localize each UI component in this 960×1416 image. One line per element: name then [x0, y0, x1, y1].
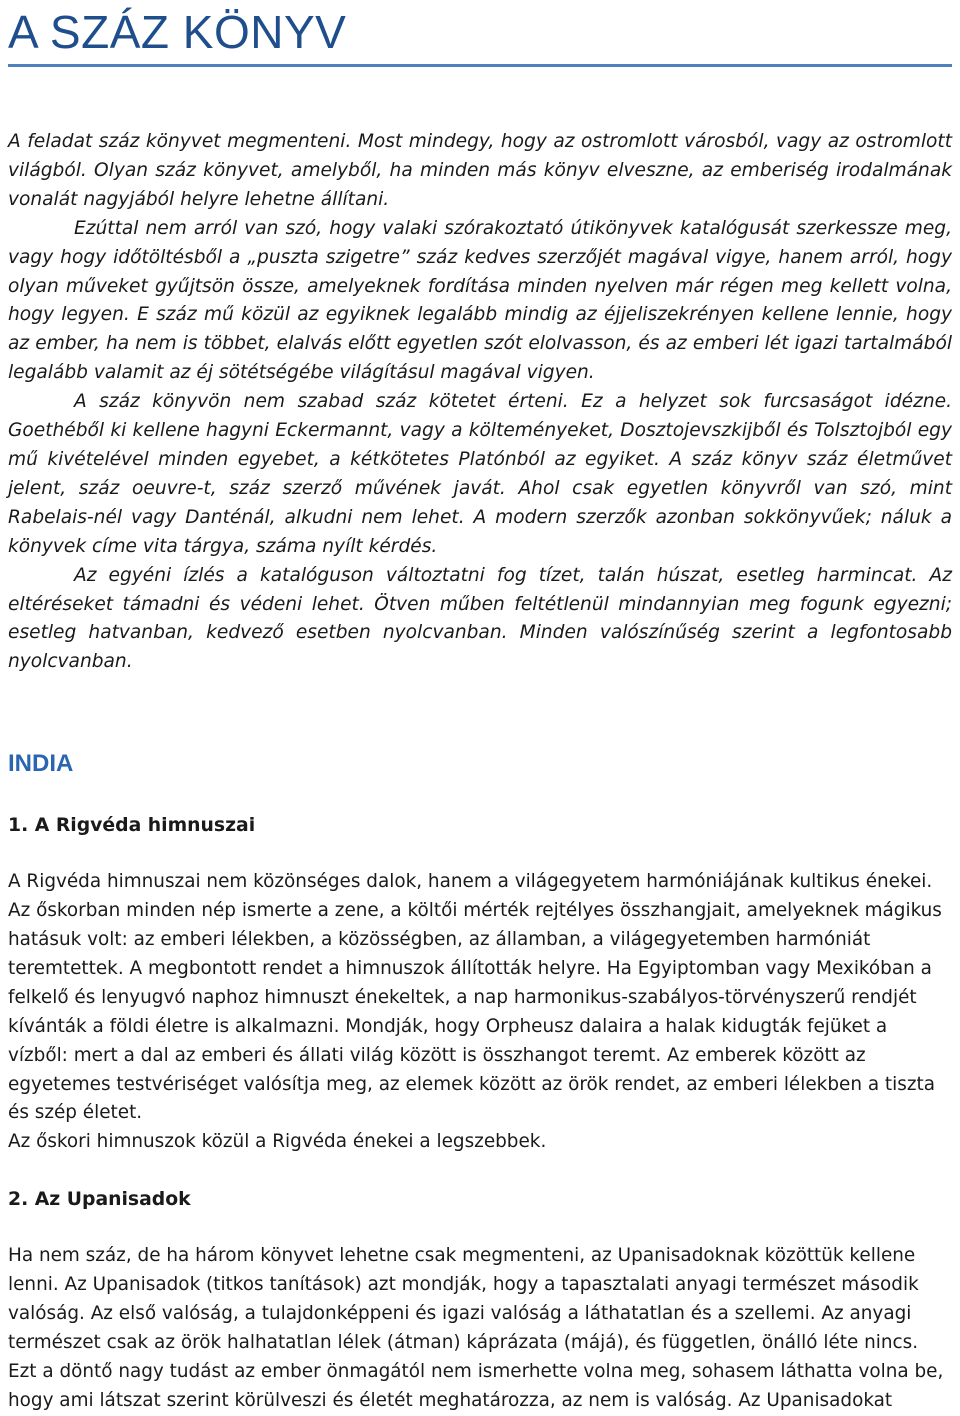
section-heading-india: INDIA	[8, 750, 74, 778]
intro-paragraph: A száz könyvön nem szabad száz kötetet érteni. Ez a helyzet sok furcsaságot idézne. Goethéből ki kellene hagyni Eckermannt, vagy a költeményeket, Dosztojevszkijből és Tolsztojból egy mű kivételével minden egyebet, a kétkötetes Platónból az egyiket. A száz könyv száz életművet jelent, száz oeuvre-t, száz szerző művének javát. Ahol csak egyetlen könyvről van szó, mint Rabelais-nél vagy Danténál, alkudni nem lehet. A modern szerzők azonban sokkönyvűek; náluk a könyvek címe vita tárgya, száma nyílt kérdés.	[8, 391, 952, 557]
intro-paragraph: A feladat száz könyvet megmenteni. Most mindegy, hogy az ostromlott városból, vagy az ostromlott világból. Olyan száz könyvet, amelyből, ha minden más könyv elveszne, az emberiség irodalmának vonalát nagyjából helyre lehetne állítani.	[8, 131, 952, 210]
title-divider	[8, 64, 952, 67]
intro-paragraph: Az egyéni ízlés a katalóguson változtatni fog tízet, talán húszat, esetleg harmincat. Az eltéréseket támadni és védeni lehet. Ötven műben feltétlenül mindannyian meg fogunk egyezni; esetleg hatvanban, kedvező esetben nyolcvanban. Minden valószínűség szerint a legfontosabb nyolcvanban.	[8, 564, 952, 673]
subsection-body-upanisadok	[8, 1242, 952, 1415]
body-paragraph: Ha nem száz, de ha három könyvet lehetne csak megmenteni, az Upanisadoknak közöttük kellene lenni. Az Upanisadok (titkos tanítások) azt mondják, hogy a tapasztalati anyagi természet második valóság. Az első valóság, a tulajdonképpeni és igazi valóság a láthatatlan és a szellemi. Az anyagi természet csak az örök halhatatlan lélek (átman) káprázata (májá), és független, önálló léte nincs. Ezt a döntő nagy tudást az ember önmagától nem ismerhette volna meg, sohasem láthatta volna be, hogy ami látszat szerint körülveszi és életét meghatározza, az nem is valóság. Az Upanisadokat	[8, 1245, 944, 1411]
subsection-heading-upanisadok: 2. Az Upanisadok	[8, 1189, 191, 1211]
body-paragraph: A Rigvéda himnuszai nem közönséges dalok, hanem a világegyetem harmóniájának kultikus énekei. Az őskorban minden nép ismerte a zene, a költői mérték rejtélyes összhangjait, amelyeknek mágikus hatásuk volt: az emberi lélekben, a közösségben, az államban, a világegyetemben harmóniát teremtettek. A megbontott rendet a himnuszok állították helyre. Ha Egyiptomban vagy Mexikóban a felkelő és lenyugvó naphoz himnuszt énekeltek, a nap harmonikus-szabályos-törvényszerű rendjét kívánták a földi életre is alkalmazni. Mondják, hogy Orpheusz dalaira a halak kidugták fejüket a vízből: mert a dal az emberi és állati világ között is összhangot teremt. Az emberek között az egyetemes testvériséget valósítja meg, az elemek között az örök rendet, az emberi lélekben a tiszta és szép életet.	[8, 871, 942, 1124]
intro-section	[8, 128, 952, 677]
subsection-heading-rigveda: 1. A Rigvéda himnuszai	[8, 815, 256, 837]
body-paragraph: Az őskori himnuszok közül a Rigvéda énekei a legszebbek.	[8, 1131, 547, 1153]
intro-paragraph: Ezúttal nem arról van szó, hogy valaki szórakoztató útikönyvek katalógusát szerkessze meg, vagy hogy időtöltésből a „puszta szigetre” száz kedves szerzőjét magával vigye, hanem arról, hogy olyan műveket gyűjtsön össze, amelyeknek fordítása minden nyelven már régen meg kellett volna, hogy legyen. E száz mű közül az egyiknek legalább mindig az éjjeliszekrényen kellene lennie, hogy az ember, ha nem is többet, elalvás előtt egyetlen szót elolvasson, és az emberi lét igazi tartalmából legalább valamit az éj sötétségébe világításul magával vigyen.	[8, 217, 952, 384]
subsection-body-rigveda	[8, 868, 952, 1157]
document-title: A SZÁZ KÖNYV	[8, 6, 347, 58]
